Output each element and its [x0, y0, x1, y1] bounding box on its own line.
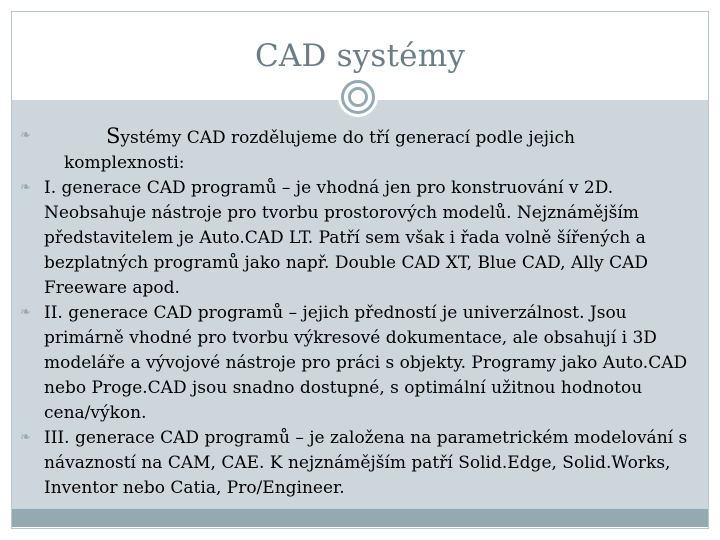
bullet-item [20, 176, 690, 301]
divider-circle-icon [341, 80, 375, 114]
divider-inner-ring [348, 87, 368, 107]
bullet-text [64, 124, 690, 151]
bullet-text-continued: komplexnosti: [64, 153, 185, 173]
bullet-item [20, 124, 690, 176]
bullet-text: III. generace CAD programů – je založena na parametrickém modelování s návazností na CAM, CAE. K nejznámějším patří Solid.Edge, Solid.Works, Inventor nebo Catia, Pro/Engineer. [44, 428, 688, 498]
bullet-text-line: ystémy CAD rozdělujeme do tří generací podle jejich [120, 128, 575, 148]
bullet-text: II. generace CAD programů – jejich předností je univerzálnost. Jsou primárně vhodné pro tvorbu výkresové dokumentace, ale obsahují i 3D modeláře a vývojové nástroje pro práci s objekty. Programy jako Auto.CAD nebo Proge.CAD jsou snadno dostupné, s optimální užitnou hodnotou cena/výkon. [44, 303, 688, 423]
bullet-text: I. generace CAD programů – je vhodná jen pro konstruování v 2D. Neobsahuje nástroje pro tvorbu prostorových modelů. Nejznámějším představitelem je Auto.CAD LT. Patří sem však i řada volně šířených a bezplatných programů jako např. Double CAD XT, Blue CAD, Ally CAD Freeware apod. [44, 178, 649, 298]
bullet-item [20, 426, 690, 501]
bottom-bar [12, 509, 708, 527]
slide-title: CAD systémy [254, 38, 466, 74]
feather-bullet-icon: ❧ [20, 430, 31, 445]
feather-bullet-icon: ❧ [20, 305, 31, 320]
feather-bullet-icon: ❧ [20, 128, 31, 143]
bullet-item [20, 301, 690, 426]
bullet-lead-letter: S [106, 124, 121, 148]
feather-bullet-icon: ❧ [20, 180, 31, 195]
slide-content [20, 124, 690, 501]
